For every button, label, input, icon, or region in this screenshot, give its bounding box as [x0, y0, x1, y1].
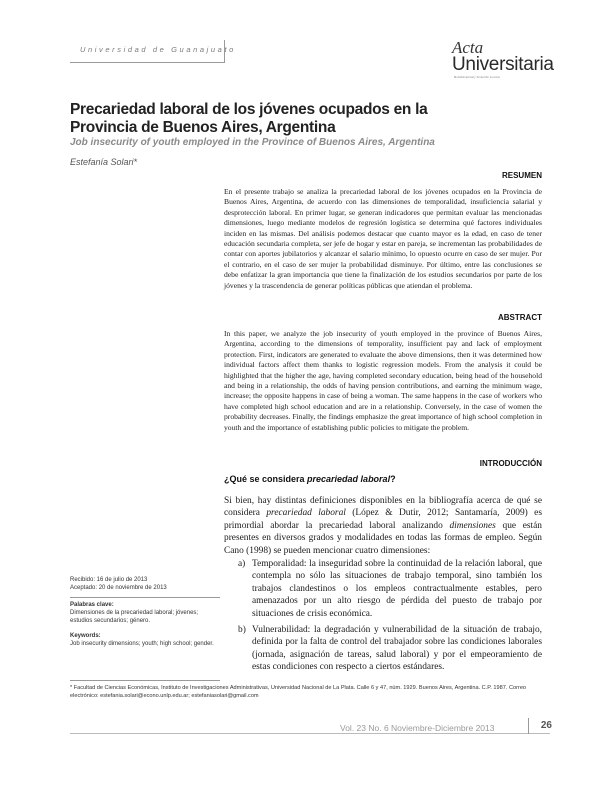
keywords-es: Dimensiones de la precariedad laboral; jóvenes; estudios secundarios; género. — [70, 610, 199, 624]
resumen-text: En el presente trabajo se analiza la precariedad laboral de los jóvenes ocupados en la Provincia de Buenos Aires, Argentina, de acuerdo con las dimensiones de temporalidad, insuficiencia salarial y desprotección laboral. En primer lugar, se generan indicadores que permitan evaluar las mencionadas dimensiones, luego mediante modelos de regresión logística se determina qué factores individuales inciden en las mismas. Del análisis podemos destacar que cuanto mayor es la edad, en caso de tener educación secundaria completa, ser jefe de hogar y estar en pareja, se incrementan las probabilidades de contar con aportes jubilatorios y alcanzar el salario mínimo, lo opuesto ocurre en caso de ser mujer. Por el contrario, en el caso de ser mujer la probabilidad disminuye. Por último, entre las conclusiones se debe enfatizar la gran importancia que tiene la finalización de los estudios secundarios por parte de los jóvenes y la trascendencia de generar políticas públicas que atiendan el problema. — [224, 187, 542, 290]
list-item — [238, 624, 542, 674]
title-line-1: Precariedad laboral de los jóvenes ocupados en la — [70, 101, 428, 118]
list-item-text: Temporalidad: la inseguridad sobre la continuidad de la relación laboral, que contempla no sólo las situaciones de trabajo temporal, sino también los trabajos clandestinos o los empleos contractualmente estables, pero amenazados por un alto riesgo de pérdida del puesto de trabajo por situaciones de crisis económica. — [252, 559, 542, 619]
university-name: Universidad de Guanajuato — [80, 45, 236, 54]
question-prefix: ¿Qué se considera — [224, 474, 308, 484]
footer-rule — [70, 733, 550, 734]
page-number: 26 — [528, 718, 552, 734]
sidebar-rule — [70, 597, 220, 598]
logo-acta: Acta — [452, 38, 484, 57]
question-emphasis: precariedad laboral — [307, 474, 391, 484]
question-suffix: ? — [390, 474, 396, 484]
keywords-en-label: Keywords: — [70, 633, 101, 639]
header-rule — [70, 62, 225, 63]
journal-logo — [452, 38, 562, 88]
abstract-text: In this paper, we analyze the job insecurity of youth employed in the province of Buenos Aires, Argentina, according to the dimensions of temporality, insufficient pay and lack of employment protection. First, indicators are generated to evaluate the above dimensions, then it was determined how individual factors affect them thanks to logistic regression models. From the analysis it could be highlighted that the higher the age, having completed secondary education, being head of the household and being in a relationship, the odds of having pension contributions, and earning the minimum wage, increase; the opposite happens in case of being a woman. The same happens in the case of workers who have completed high school education and are in a relationship. Conversely, in the case of women the probability decreases. Finally, the findings emphasize the great importance of high school completion in youth and the importance of establishing public policies to mitigate the problem. — [224, 329, 542, 432]
article-title — [70, 101, 500, 137]
paragraph-part-a: Si bien, hay distintas definiciones disponibles en la bibliografía acerca de qué se considera — [224, 496, 542, 519]
logo-tagline: Multidisciplinary Scientific Journal — [454, 76, 500, 79]
keywords-en: Job insecurity dimensions; youth; high school; gender. — [70, 641, 214, 647]
paragraph-emphasis-2: dimensiones — [449, 520, 496, 531]
keywords-es-block — [70, 601, 220, 625]
received-date: Recibido: 16 de julio de 2013 — [70, 577, 148, 583]
list-item-text: Vulnerabilidad: la degradación y vulnerabilidad de la situación de trabajo, definida por la falta de control del trabajador sobre las condiciones laborales (jornada, asignación de tareas, salud laboral) y por el empeoramiento de estas condiciones con respecto a ciertos estándares. — [252, 625, 542, 673]
list-item — [238, 558, 542, 620]
logo-universitaria: Universitaria — [452, 54, 554, 75]
paragraph-part-c: que están presentes en diversos grados y modalidades en todas las formas de empleo. Según Cano (1998) se pueden mencionar cuatro dimensiones: — [224, 520, 542, 556]
author-footnote: * Facultad de Ciencias Económicas, Instituto de Investigaciones Administrativas, Universidad Nacional de La Plata. Calle 6 y 47, núm. 1929. Buenos Aires, Argentina. C.P. 1987. Correo electrónico: estefania.solari@econo.unlp.edu.ar; estefaniasolari@gmail.com — [70, 685, 527, 699]
title-line-2: Provincia de Buenos Aires, Argentina — [70, 119, 336, 136]
keywords-en-block — [70, 632, 220, 648]
footnote-rule — [70, 680, 220, 681]
resumen-heading: RESUMEN — [501, 171, 542, 180]
paragraph-part-b: (López & Dutir, 2012; Santamaría, 2009) es primordial abordar la precariedad laboral analizando — [224, 508, 542, 531]
dates-block — [70, 576, 220, 592]
volume-info: Vol. 23 No. 6 Noviembre-Diciembre 2013 — [340, 723, 495, 733]
paragraph-emphasis-1: precariedad laboral — [266, 508, 346, 519]
accepted-date: Aceptado: 20 de noviembre de 2013 — [70, 585, 167, 591]
abstract-heading: ABSTRACT — [498, 313, 542, 322]
list-marker: b) — [238, 625, 246, 636]
intro-paragraph — [224, 495, 542, 557]
keywords-es-label: Palabras clave: — [70, 602, 114, 608]
article-subtitle: Job insecurity of youth employed in the Province of Buenos Aires, Argentina — [70, 137, 435, 148]
article-author: Estefanía Solari* — [70, 157, 138, 167]
intro-question — [224, 474, 396, 484]
intro-heading: INTRODUCCIÓN — [479, 459, 542, 468]
list-marker: a) — [238, 559, 246, 569]
dimensions-list — [238, 558, 542, 678]
